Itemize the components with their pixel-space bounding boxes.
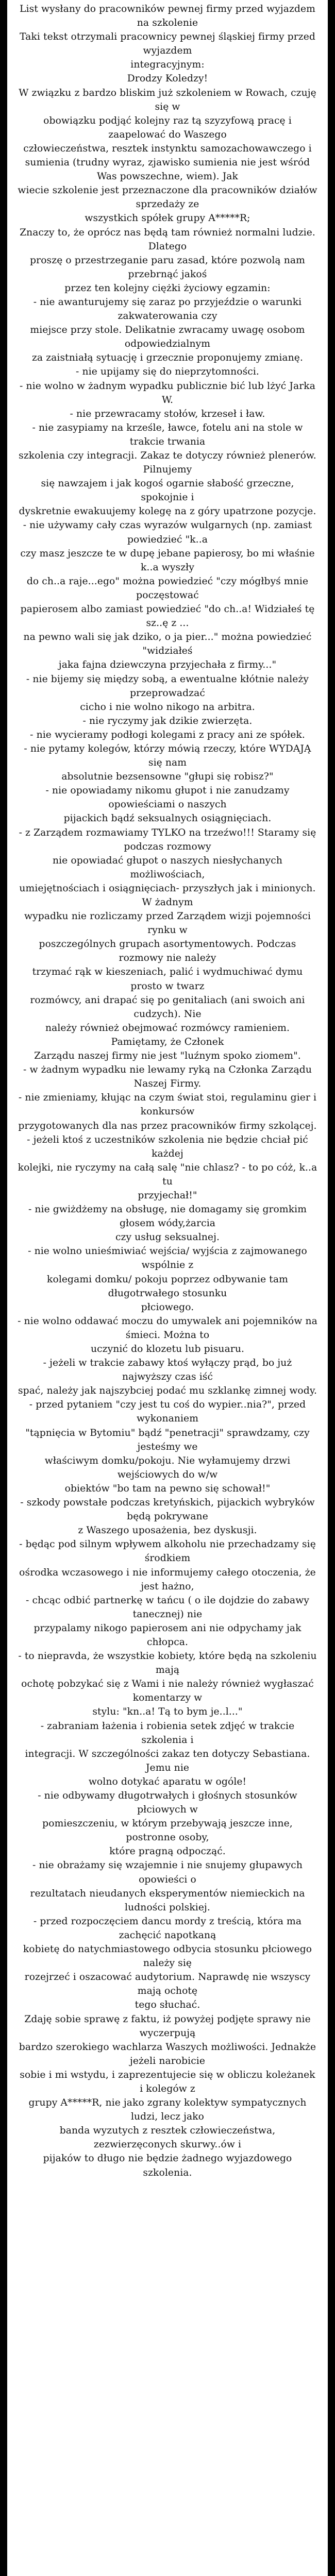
letter-document <box>7 0 328 2576</box>
letter-text: List wysłany do pracowników pewnej firmy przed wyjazdem na szkolenie Taki tekst otrzymali pracownicy pewnej śląskiej firmy przed wyjazdem integracyjnym: Drodzy Koledzy! W związku z bardzo bliskim już szkoleniem w Rowach, czuję się w obowiązku podjąć kolejny raz tą szyzyfową pracę i zaapelować do Waszego człowieczeństwa, resztek instynktu samozachowawczego i sumienia (trudny wyraz, zjawisko sumienia nie jest wśród Was powszechne, wiem). Jak wiecie szkolenie jest przeznaczone dla pracowników działów sprzedaży ze wszystkich spółek grupy A*****R; Znaczy to, że oprócz nas będą tam również normalni ludzie. Dlatego proszę o przestrzeganie paru zasad, które pozwolą nam przebrnąć jakoś przez ten kolejny ciężki życiowy egzamin: - nie awanturujemy się zaraz po przyjeździe o warunki zakwaterowania czy miejsce przy stole. Delikatnie zwracamy uwagę osobom odpowiedzialnym za zaistniałą sytuację i grzecznie proponujemy zmianę. - nie upijamy się do nieprzytomności. - nie wolno w żadnym wypadku publicznie bić lub lżyć Jarka W. - nie przewracamy stołów, krzeseł i ław. - nie zasypiamy na krześle, ławce, fotelu ani na stole w trakcie trwania szkolenia czy integracji. Zakaz te dotyczy również plenerów. Pilnujemy się nawzajem i jak kogoś ogarnie słabość grzeczne, spokojnie i dyskretnie ewakuujemy kolegę na z góry upatrzone pozycje. - nie używamy cały czas wyrazów wulgarnych (np. zamiast powiedzieć "k..a czy masz jeszcze te w dupę jebane papierosy, bo mi właśnie k..a wyszły do ch..a raje...ego" można powiedzieć "czy mógłbyś mnie poczęstować papierosem albo zamiast powiedzieć "do ch..a! Widziałeś tę sz..ę z ... na pewno wali się jak dziko, o ja pier..." można powiedzieć "widziałeś jaka fajna dziewczyna przyjechała z firmy..." - nie bijemy się między sobą, a ewentualne kłótnie należy przeprowadzać cicho i nie wolno nikogo na arbitra. - nie ryczymy jak dzikie zwierzęta. - nie wycieramy podłogi kolegami z pracy ani ze spółek. - nie pytamy kolegów, którzy mówią rzeczy, które WYDAJĄ się nam absolutnie bezsensowne "głupi się robisz?" - nie opowiadamy nikomu głupot i nie zanudzamy opowieściami o naszych pijackich bądź seksualnych osiągnięciach. - z Zarządem rozmawiamy TYLKO na trzeźwo!!! Staramy się podczas rozmowy nie opowiadać głupot o naszych niesłychanych możliwościach, umiejętnościach i osiągnięciach- przyszłych jak i minionych. W żadnym wypadku nie rozliczamy przed Zarządem wizji pojemności rynku w poszczególnych grupach asortymentowych. Podczas rozmowy nie należy trzymać rąk w kieszeniach, palić i wydmuchiwać dymu prosto w twarz rozmówcy, ani drapać się po genitaliach (ani swoich ani cudzych). Nie należy również obejmować rozmówcy ramieniem. Pamiętamy, że Członek Zarządu naszej firmy nie jest "luźnym spoko ziomem". - w żadnym wypadku nie lewamy ryką na Członka Zarządu Naszej Firmy. - nie zmieniamy, kłując na czym świat stoi, regulaminu gier i konkursów przygotowanych dla nas przez pracowników firmy szkolącej. - jeżeli ktoś z uczestników szkolenia nie będzie chciał pić każdej kolejki, nie ryczymy na całą salę "nie chlasz? - to po cóż, k..a tu przyjechał!" - nie gwiżdżemy na obsługę, nie domagamy się gromkim głosem wódy,żarcia czy usług seksualnej. - nie wolno unieśmiwiać wejścia/ wyjścia z zajmowanego wspólnie z kolegami domku/ pokoju poprzez odbywanie tam długotrwałego stosunku płciowego. - nie wolno oddawać moczu do umywalek ani pojemników na śmieci. Można to uczynić do klozetu lub pisuaru. - jeżeli w trakcie zabawy ktoś wyłączy prąd, bo już najwyższy czas iść spać, należy jak najszybciej podać mu szklankę zimnej wody. - przed pytaniem "czy jest tu coś do wypier..nia?", przed wykonaniem "tąpnięcia w Bytomiu" bądź "penetracji" sprawdzamy, czy jesteśmy we właściwym domku/pokoju. Nie wyłamujemy drzwi wejściowych do w/w obiektów "bo tam na pewno się schował!" - szkody powstałe podczas kretyńskich, pijackich wybryków będą pokrywane z Waszego uposażenia, bez dyskusji. - będąc pod silnym wpływem alkoholu nie przechadzamy się środkiem ośrodka wczasowego i nie informujemy całego otoczenia, że jest hażno, - chcąc odbić partnerkę w tańcu ( o ile dojdzie do zabawy tanecznej) nie przypalamy nikogo papierosem ani nie odpychamy jak chłopca. - to niepravda, że wszystkie kobiety, które będą na szkoleniu mają ochotę pobzykać się z Wami i nie należy również wygłaszać komentarzy w stylu: "kn..a! Tą to bym je..l..." - zabraniam łażenia i robienia setek zdjęć w trakcie szkolenia i integracji. W szczególności zakaz ten dotyczy Sebastiana. Jemu nie wolno dotykać aparatu w ogóle! - nie odbywamy długotrwałych i głośnych stosunków płciowych w pomieszczeniu, w którym przebywają jeszcze inne, postronne osoby, które pragną odpocząć. - nie obrażamy się wzajemnie i nie snujemy głupawych opowieści o rezultatach nieudanych eksperymentów niemieckich na ludności polskiej. - przed rozpoczęciem dancu mordy z treścią, która ma zachęcić napotkaną kobietę do natychmiastowego odbycia stosunku płciowego należy się rozejrzeć i oszacować audytorium. Naprawdę nie wszyscy mają ochotę tego słuchać. Zdaję sobie sprawę z faktu, iż powyżej podjęte sprawy nie wyczerpują bardzo szerokiego wachlarza Waszych możliwości. Jednakże jeżeli narobicie sobie i mi wstydu, i zaprezentujecie się w obliczu koleżanek i kolegów z grupy A*****R, nie jako zgrany kolektyw sympatycznych ludzi, lecz jako banda wyzutych z resztek człowieczeństwa, zezwierzęconych skurwy..ów i pijaków to długo nie będzie żadnego wyjazdowego szkolenia. <box>18 4 317 2178</box>
